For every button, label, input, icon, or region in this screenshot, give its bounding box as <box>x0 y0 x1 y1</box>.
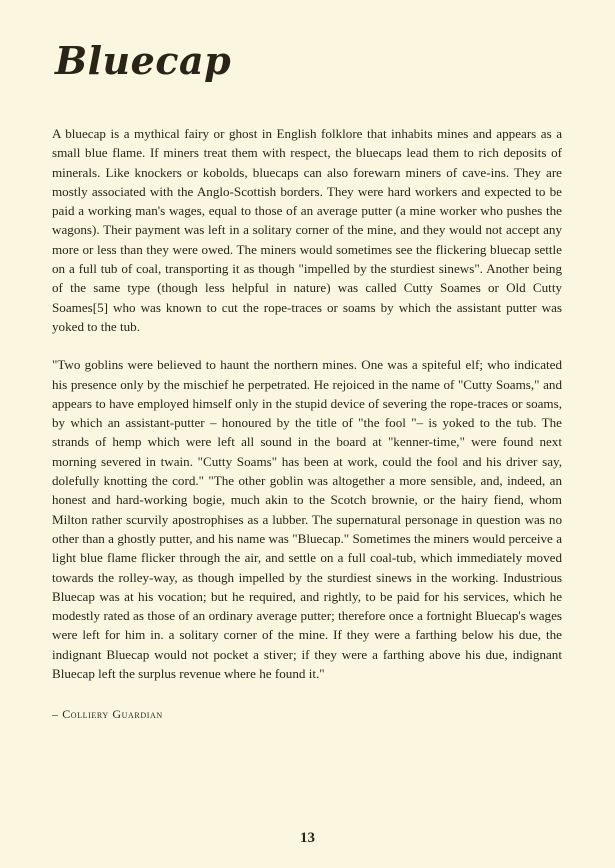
page-title: Bluecap <box>55 38 232 83</box>
page-number: 13 <box>300 830 315 846</box>
paragraph-intro: A bluecap is a mythical fairy or ghost in English folklore that inhabits mines and appears as a small blue flame. If miners treat them with respect, the bluecaps lead them to rich deposits of minerals. Like knockers or kobolds, bluecaps can also forewarn miners of cave-ins. They are mostly associated with the Anglo-Scottish borders. They were hard workers and expected to be paid a working man's wages, equal to those of an average putter (a mine worker who pushes the wagons). Their payment was left in a solitary corner of the mine, and they would not accept any more or less than they were owed. The miners would sometimes see the flickering bluecap settle on a full tub of coal, transporting it as though "impelled by the sturdiest sinews". Another being of the same type (though less helpful in nature) was called Cutty Soames or Old Cutty Soames[5] who was known to cut the rope-traces or soams by which the assistant putter was yoked to the tub. <box>52 126 562 334</box>
quote-attribution: – Colliery Guardian <box>52 707 163 721</box>
body-text <box>52 124 562 702</box>
paragraph-quote: "Two goblins were believed to haunt the northern mines. One was a spiteful elf; who indicated his presence only by the mischief he perpetrated. He rejoiced in the name of "Cutty Soams," and appears to have employed himself only in the stupid device of severing the rope-traces or soams, by which an assistant-putter – honoured by the title of "the fool "– is yoked to the tub. The strands of hemp which were left all sound in the board at "kenner-time," were found next morning severed in twain. "Cutty Soams" has been at work, could the fool and his driver say, dolefully knotting the cord." "The other goblin was altogether a more sensible, and, indeed, an honest and hard-working bogie, much akin to the Scotch brownie, or the hairy fiend, whom Milton rather scurvily apostrophises as a lubber. The supernatural personage in question was no other than a ghostly putter, and his name was "Bluecap." Sometimes the miners would perceive a light blue flame flicker through the air, and settle on a full coal-tub, which immediately moved towards the rolley-way, as though impelled by the sturdiest sinews in the working. Industrious Bluecap was at his vocation; but he required, and rightly, to be paid for his services, which he modestly rated as those of an ordinary average putter; therefore once a fortnight Bluecap's wages were left for him in. a solitary corner of the mine. If they were a farthing below his due, the indignant Bluecap would not pocket a stiver; if they were a farthing above his due, indignant Bluecap left the surplus revenue where he found it." <box>52 357 562 682</box>
